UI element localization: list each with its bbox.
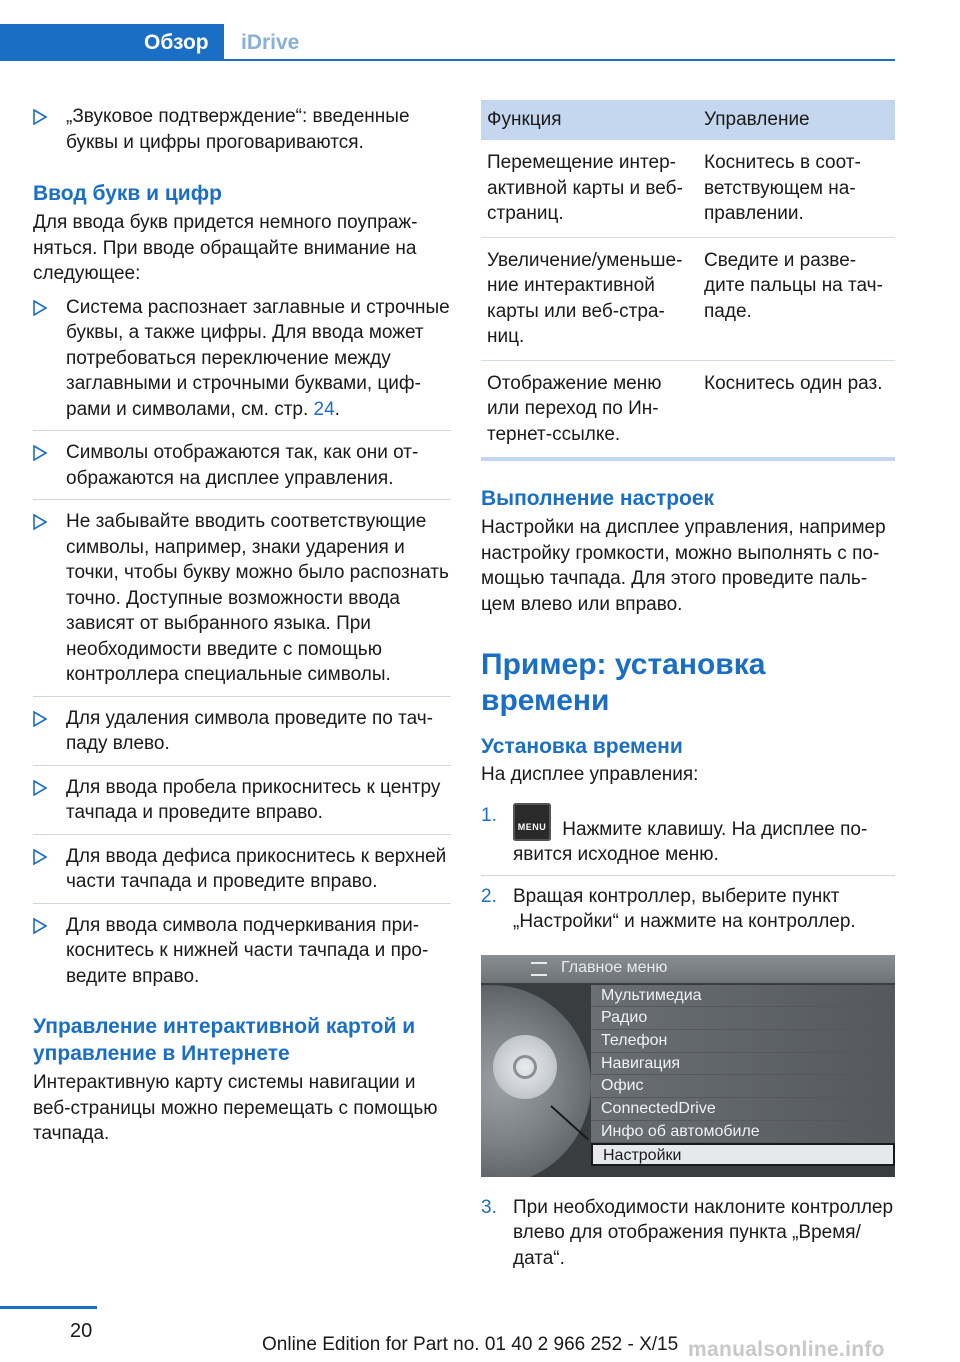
steps-list — [481, 803, 895, 935]
step-text: Вращая контроллер, выберите пункт „Настройки“ и нажмите на контроллер. — [513, 885, 856, 932]
table-header-row — [481, 100, 895, 140]
intro-bullet — [33, 104, 451, 155]
table-header-function: Функция — [481, 100, 698, 140]
list-item — [33, 440, 451, 491]
screen-title: Главное меню — [561, 958, 668, 976]
divider — [33, 834, 451, 835]
list-item — [33, 509, 451, 688]
gear-icon — [513, 1055, 537, 1079]
bullet-tail: . — [334, 398, 340, 420]
table-cell: Коснитесь один раз. — [698, 360, 895, 459]
footer-divider — [0, 1306, 97, 1309]
list-item — [481, 803, 895, 868]
menu-item: Радио — [591, 1007, 895, 1030]
triangle-bullet-icon — [33, 849, 47, 865]
list-item — [481, 884, 895, 935]
list-item — [33, 913, 451, 990]
tab-idrive[interactable]: iDrive — [241, 31, 300, 54]
table-row — [481, 140, 895, 237]
edition-text: Online Edition for Part no. 01 40 2 966 252 - X/15 — [262, 1334, 679, 1355]
table-row — [481, 237, 895, 360]
table-cell: Сведите и разведите пальцы на тачпаде. — [698, 237, 895, 360]
subheading-set-time: Установка времени — [481, 735, 683, 758]
paragraph-map-internet: Интерактивную карту системы навигации и веб-страницы можно перемещать с помощью тачпада. — [33, 1072, 438, 1144]
bullet-text: Для удаления символа проведите по тачпаду влево. — [66, 707, 433, 754]
table-row — [481, 360, 895, 459]
screen-menu-list — [591, 985, 895, 1167]
heading-example-time: Пример: установка времени — [481, 648, 766, 717]
bullet-text: Для ввода пробела прикоснитесь к центру тачпада и проведите вправо. — [66, 776, 441, 823]
divider — [33, 765, 451, 766]
divider — [33, 696, 451, 697]
table-cell: Перемещение интерактивной карты и веб-страниц. — [481, 140, 698, 237]
menu-key-icon — [513, 803, 551, 841]
bullet-list — [33, 295, 451, 990]
divider — [33, 903, 451, 904]
heading-map-internet: Управление интерактивной картой и управление в Интернете — [33, 1015, 416, 1065]
table-cell: Коснитесь в соответствующем направлении. — [698, 140, 895, 237]
menu-item: Телефон — [591, 1030, 895, 1053]
menu-item: Инфо об автомобиле — [591, 1121, 895, 1144]
bullet-text: Для ввода дефиса прикоснитесь к верхней части тачпада и проведите вправо. — [66, 845, 447, 892]
steps-list-continued — [481, 1195, 895, 1272]
triangle-bullet-icon — [33, 780, 47, 796]
watermark: manualsonline.info — [688, 1338, 885, 1361]
left-column — [33, 100, 451, 1147]
triangle-bullet-icon — [33, 514, 47, 530]
step-number: 1. — [481, 804, 497, 826]
bullet-text: „Звуковое подтверждение“: введенные буквы и цифры проговариваются. — [66, 106, 410, 153]
heading-letters-digits: Ввод букв и цифр — [33, 182, 222, 205]
idrive-screen-illustration — [481, 955, 895, 1177]
list-item — [33, 775, 451, 826]
paragraph-letters-intro: Для ввода букв придется немного поупражняться. При вводе обращайте внимание на следующее: — [33, 212, 418, 284]
menu-item: Мультимедиа — [591, 985, 895, 1008]
bullet-text: Не забывайте вводить соответствующие символы, например, знаки ударения и точки, чтобы букву можно было распознать точно. Доступные возможности ввода зависят от выбранного языка. При необходимости введите с помощью контроллера специальные символы. — [66, 511, 449, 685]
list-item — [33, 295, 451, 423]
bullet-text: Символы отображаются так, как они отображаются на дисплее управления. — [66, 442, 419, 489]
tab-overview[interactable]: Обзор — [0, 24, 224, 61]
menu-item: Навигация — [591, 1053, 895, 1076]
list-item — [33, 706, 451, 757]
right-column — [481, 100, 895, 1271]
header-divider — [0, 59, 895, 61]
list-item — [481, 1195, 895, 1272]
step-number: 2. — [481, 885, 497, 907]
triangle-bullet-icon — [33, 711, 47, 727]
table-cell: Увеличение/уменьшение интерактивной карты или веб-страниц. — [481, 237, 698, 360]
paragraph-settings: Настройки на дисплее управления, например настройку громкости, можно выполнять с помощью тачпада. Для этого проведите пальцем влево или вправо. — [481, 517, 886, 615]
menu-key-label: MENU — [517, 821, 547, 832]
menu-list-icon — [531, 962, 547, 976]
triangle-bullet-icon — [33, 109, 47, 125]
menu-item-selected: Настройки — [591, 1143, 895, 1166]
paragraph-on-display: На дисплее управления: — [481, 764, 699, 785]
divider — [33, 430, 451, 431]
page-header — [0, 24, 895, 62]
heading-settings: Выполнение настроек — [481, 487, 715, 510]
divider — [33, 499, 451, 500]
page-number: 20 — [70, 1320, 93, 1342]
step-text: При необходимости наклоните контроллер влево для отображения пункта „Время/дата“. — [513, 1196, 894, 1269]
table-cell: Отображение меню или переход по Интернет-ссылке. — [481, 360, 698, 459]
triangle-bullet-icon — [33, 445, 47, 461]
bullet-text: Система распознает заглавные и строчные буквы, а также цифры. Для ввода может потребоваться переключение между заглавными и строчными буквами, цифрами и символами, см. стр. — [66, 296, 450, 420]
table-header-control: Управление — [698, 100, 895, 140]
triangle-bullet-icon — [33, 918, 47, 934]
list-item — [33, 844, 451, 895]
menu-item: Офис — [591, 1075, 895, 1098]
function-table — [481, 100, 895, 461]
triangle-bullet-icon — [33, 300, 47, 316]
menu-item: ConnectedDrive — [591, 1098, 895, 1121]
step-text: Нажмите клавишу. На дисплее появится исходное меню. — [513, 818, 868, 865]
page-link[interactable]: 24 — [313, 398, 335, 420]
divider — [481, 875, 895, 876]
step-number: 3. — [481, 1196, 497, 1218]
bullet-text: Для ввода символа подчеркивания прикоснитесь к нижней части тачпада и проведите вправо. — [66, 914, 429, 987]
